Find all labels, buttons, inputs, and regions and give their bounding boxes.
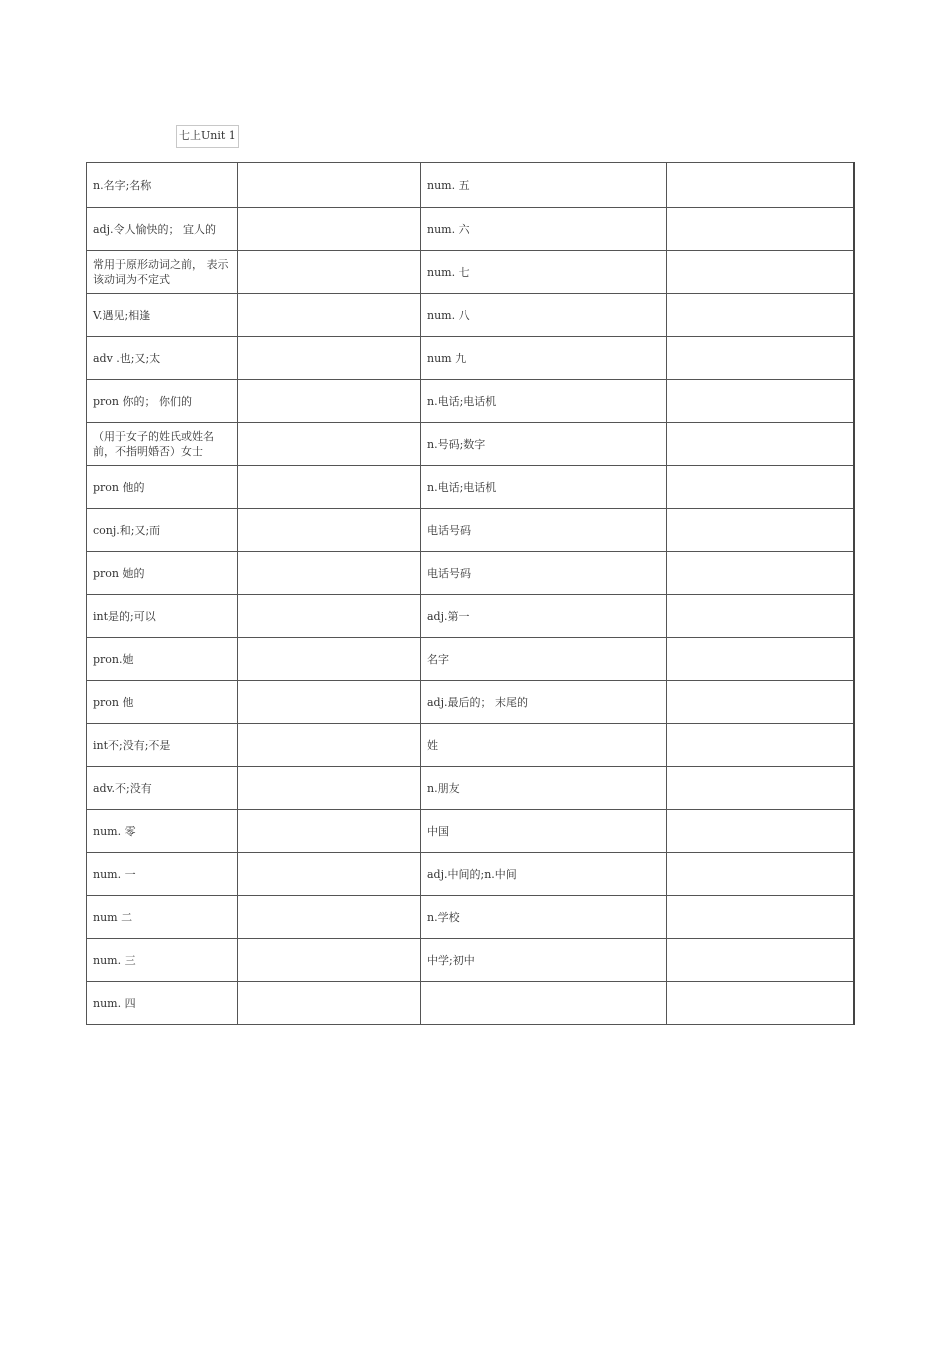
table-row — [87, 810, 854, 853]
definition-cell-right: adj.中间的;n.中间 — [421, 853, 667, 896]
definition-cell-right: n.电话;电话机 — [421, 380, 667, 423]
answer-cell-left[interactable] — [238, 767, 421, 810]
answer-cell-right[interactable] — [667, 380, 854, 423]
answer-cell-left[interactable] — [238, 595, 421, 638]
definition-cell-left: conj.和;又;而 — [87, 509, 238, 552]
table-row — [87, 208, 854, 251]
definition-cell-left: int是的;可以 — [87, 595, 238, 638]
definition-cell-left: pron 他 — [87, 681, 238, 724]
definition-cell-left: V.遇见;相逢 — [87, 294, 238, 337]
vocabulary-table — [86, 162, 855, 1025]
answer-cell-right[interactable] — [667, 724, 854, 767]
answer-cell-left[interactable] — [238, 380, 421, 423]
definition-cell-right: 电话号码 — [421, 552, 667, 595]
table-row — [87, 681, 854, 724]
table-row — [87, 163, 854, 208]
definition-cell-left: num. 一 — [87, 853, 238, 896]
definition-cell-left: pron 她的 — [87, 552, 238, 595]
answer-cell-left[interactable] — [238, 724, 421, 767]
table-row — [87, 251, 854, 294]
answer-cell-right[interactable] — [667, 251, 854, 294]
definition-cell-right: n.电话;电话机 — [421, 466, 667, 509]
answer-cell-right[interactable] — [667, 208, 854, 251]
definition-cell-right: adj.最后的； 末尾的 — [421, 681, 667, 724]
definition-cell-right: adj.第一 — [421, 595, 667, 638]
answer-cell-left[interactable] — [238, 638, 421, 681]
answer-cell-right[interactable] — [667, 595, 854, 638]
answer-cell-left[interactable] — [238, 982, 421, 1025]
definition-cell-right: n.号码;数字 — [421, 423, 667, 466]
table-row — [87, 552, 854, 595]
answer-cell-right[interactable] — [667, 294, 854, 337]
definition-cell-right: num. 八 — [421, 294, 667, 337]
page-title: 七上Unit 1 — [176, 125, 239, 148]
definition-cell-left: pron.她 — [87, 638, 238, 681]
answer-cell-right[interactable] — [667, 337, 854, 380]
answer-cell-right[interactable] — [667, 982, 854, 1025]
table-row — [87, 337, 854, 380]
definition-cell-right: 姓 — [421, 724, 667, 767]
answer-cell-left[interactable] — [238, 853, 421, 896]
answer-cell-left[interactable] — [238, 208, 421, 251]
answer-cell-left[interactable] — [238, 810, 421, 853]
table-row — [87, 466, 854, 509]
definition-cell-right: 电话号码 — [421, 509, 667, 552]
definition-cell-right: num. 六 — [421, 208, 667, 251]
definition-cell-left: int不;没有;不是 — [87, 724, 238, 767]
answer-cell-right[interactable] — [667, 163, 854, 208]
answer-cell-right[interactable] — [667, 939, 854, 982]
definition-cell-left: num. 三 — [87, 939, 238, 982]
definition-cell-right: 中国 — [421, 810, 667, 853]
definition-cell-left: adv .也;又;太 — [87, 337, 238, 380]
answer-cell-right[interactable] — [667, 853, 854, 896]
table-row — [87, 595, 854, 638]
definition-cell-left: pron 你的； 你们的 — [87, 380, 238, 423]
definition-cell-right: n.朋友 — [421, 767, 667, 810]
table-row — [87, 939, 854, 982]
definition-cell-right: n.学校 — [421, 896, 667, 939]
answer-cell-right[interactable] — [667, 423, 854, 466]
answer-cell-left[interactable] — [238, 896, 421, 939]
definition-cell-left: num. 四 — [87, 982, 238, 1025]
table-row — [87, 767, 854, 810]
answer-cell-left[interactable] — [238, 163, 421, 208]
definition-cell-left: adv.不;没有 — [87, 767, 238, 810]
answer-cell-left[interactable] — [238, 294, 421, 337]
answer-cell-left[interactable] — [238, 251, 421, 294]
vocabulary-table-body — [87, 163, 854, 1025]
answer-cell-left[interactable] — [238, 681, 421, 724]
definition-cell-left: pron 他的 — [87, 466, 238, 509]
table-row — [87, 638, 854, 681]
answer-cell-left[interactable] — [238, 939, 421, 982]
definition-cell-right: num. 七 — [421, 251, 667, 294]
definition-cell-left: n.名字;名称 — [87, 163, 238, 208]
answer-cell-right[interactable] — [667, 896, 854, 939]
definition-cell-right: 名字 — [421, 638, 667, 681]
definition-cell-right: num. 五 — [421, 163, 667, 208]
table-row — [87, 509, 854, 552]
definition-cell-left: num. 零 — [87, 810, 238, 853]
answer-cell-right[interactable] — [667, 810, 854, 853]
table-row — [87, 380, 854, 423]
answer-cell-right[interactable] — [667, 466, 854, 509]
definition-cell-left: num 二 — [87, 896, 238, 939]
table-row — [87, 853, 854, 896]
answer-cell-left[interactable] — [238, 466, 421, 509]
answer-cell-right[interactable] — [667, 552, 854, 595]
answer-cell-left[interactable] — [238, 552, 421, 595]
definition-cell-right: num 九 — [421, 337, 667, 380]
answer-cell-right[interactable] — [667, 638, 854, 681]
definition-cell-left: 常用于原形动词之前， 表示该动词为不定式 — [87, 251, 238, 294]
table-row — [87, 896, 854, 939]
answer-cell-left[interactable] — [238, 509, 421, 552]
table-row — [87, 982, 854, 1025]
answer-cell-left[interactable] — [238, 423, 421, 466]
definition-cell-right: 中学;初中 — [421, 939, 667, 982]
table-row — [87, 724, 854, 767]
definition-cell-right — [421, 982, 667, 1025]
answer-cell-left[interactable] — [238, 337, 421, 380]
definition-cell-left: （用于女子的姓氏或姓名前，不指明婚否）女士 — [87, 423, 238, 466]
answer-cell-right[interactable] — [667, 767, 854, 810]
table-row — [87, 423, 854, 466]
answer-cell-right[interactable] — [667, 509, 854, 552]
table-row — [87, 294, 854, 337]
answer-cell-right[interactable] — [667, 681, 854, 724]
definition-cell-left: adj.令人愉快的； 宜人的 — [87, 208, 238, 251]
